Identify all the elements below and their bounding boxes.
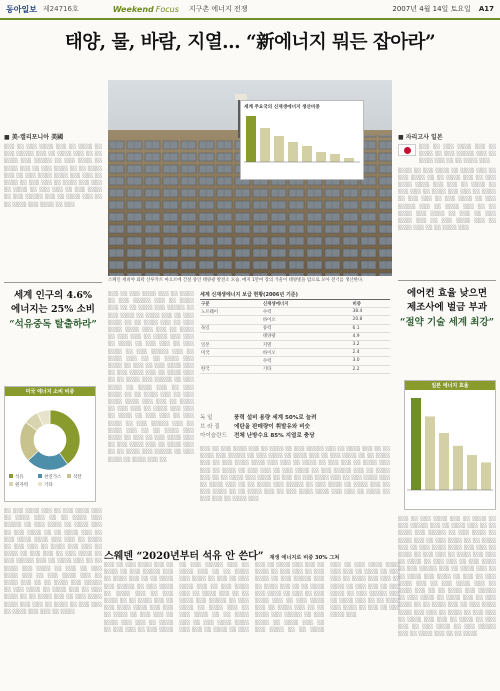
- left-quote-line-2: 에너지는 25% 소비: [11, 304, 95, 315]
- bar-chart: [405, 390, 495, 502]
- table-cell: 3.0: [352, 357, 390, 365]
- table-row: [200, 349, 390, 357]
- issue-date: 2007년 4월 14일 토요일: [392, 5, 471, 13]
- table-cell: 수력: [262, 357, 352, 365]
- chart-bars: [244, 110, 360, 174]
- section-title: 지구촌 에너지 전쟁: [188, 5, 248, 13]
- table-cell: 풍력: [262, 324, 352, 332]
- donut-chart: [5, 396, 95, 496]
- right-quote-block: [398, 280, 496, 376]
- highlight-country: 브 라 질: [200, 424, 220, 430]
- mid-right-text: ░░░ ░░ ░░░ ░░░░ ░░░ ░░ ░░░░ ░░ ░░░ ░░░░░ ░░░ ░░ ░░░░ ░░░ ░░ ░░ ░░░░ ░░░ ░░░░░ ░░ ░░░ ░░░░ ░░ ░░░░ ░░░ ░░ ░░░ ░░░░ ░░ ░░ ░░░░ ░░░ ░░ ░░░ ░░░░ ░░░░ ░░░ ░░░ ░░ ░░░░ ░░ ░░░ ░░░ ░░ ░░░░ ░░░ ░░░ ░░ ░░░░ ░░ ░░░ ░░░ ░░ ░░░ ░░░░ ░░ ░░░ ░░░░░ ░░░ ░░ ░░░░ ░░░ ░░ ░░ ░░░░ ░░░ ░░░░ ░░ ░░░ ░░ ░░░ ░░░░ ░░░ ░░ ░░░ ░░░░ ░░░ ░░ ░░░░ ░░░ ░░ ░░ ░░░░ ░░░ ░░░░░ ░░ ░░░ ░░░░ ░░ ░░░░ ░░░ ░░ ░░░ ░░░░ ░░ ░░ ░░░░ ░░░ ░░ ░░░ ░░░░ ░░░░ ░░░ ░░░ ░░ ░░░░ ░░ ░░░ ░░░ ░░ ░░░░ ░░░: [200, 447, 390, 503]
- bar: [425, 416, 435, 490]
- country-highlights: [200, 414, 390, 441]
- bar-chart-title: 일본 에너지 효율: [405, 381, 495, 390]
- chart-title: 세계 주요국의 신재생에너지 생산비중: [244, 105, 320, 110]
- table-cell: 바이오: [262, 316, 352, 324]
- donut-title: 미국 에너지 소비 비중: [5, 387, 95, 396]
- bar: [481, 462, 491, 490]
- table-grid: [200, 300, 390, 374]
- masthead: [0, 0, 500, 20]
- highlight-text: 풍력 설비 용량 세계 50%로 늘려: [234, 415, 317, 421]
- sweden-body-text: ░░░ ░░ ░░░ ░░░░ ░░░ ░░ ░░░░ ░░ ░░░ ░░░░░ ░░░ ░░ ░░░░ ░░░ ░░ ░░ ░░░░ ░░░ ░░░░░ ░░ ░░░ ░░░░ ░░ ░░░░ ░░░ ░░ ░░░ ░░░░ ░░ ░░ ░░░░ ░░░ ░░ ░░░ ░░░░ ░░░░ ░░░ ░░░ ░░ ░░░░ ░░ ░░░ ░░░ ░░ ░░░░ ░░░ ░░░ ░░ ░░░░ ░░ ░░░ ░░░ ░░ ░░░ ░░░░ ░░ ░░░ ░░░░░ ░░░ ░░ ░░░░ ░░░ ░░ ░░ ░░░░ ░░░ ░░░░ ░░ ░░░ ░░ ░░░ ░░░░ ░░░ ░░ ░░░ ░░░░ ░░░ ░░ ░░░░ ░░░ ░░ ░░ ░░░░ ░░░ ░░░░░ ░░ ░░░ ░░░░ ░░ ░░░░ ░░░ ░░ ░░░ ░░░░ ░░ ░░ ░░░░ ░░░ ░░ ░░░ ░░░░ ░░░░ ░░░ ░░░ ░░ ░░░░ ░░ ░░░ ░░░ ░░ ░░░░ ░░░ ░░░ ░░ ░░░░ ░░ ░░░ ░░░ ░░ ░░░ ░░░░ ░░ ░░░ ░░░░░ ░░░ ░░ ░░░░ ░░░ ░░ ░░ ░░░░ ░░░ ░░░░ ░░ ░░░ ░░ ░░░ ░░░░ ░░░ ░░ ░░░ ░░░░ ░░░ ░░ ░░░░ ░░░ ░░ ░░ ░░░░ ░░░ ░░░░░ ░░ ░░░ ░░░░ ░░ ░░░░ ░░░ ░░ ░░░ ░░░░ ░░ ░░ ░░░░ ░░░ ░░ ░░░ ░░░░ ░░░░ ░░░ ░░░ ░░ ░░░░ ░░ ░░░ ░░░ ░░ ░░░░ ░░░ ░░░ ░░ ░░░░ ░░ ░░░ ░░░ ░░ ░░░ ░░░░ ░░ ░░░ ░░░░░ ░░░ ░░ ░░░░ ░░░ ░░ ░░ ░░░░ ░░░ ░░░░ ░░ ░░░ ░░ ░░░ ░░░░ ░░░: [104, 563, 400, 633]
- photo-caption: 스페인 세비야 외곽 산루카르 마요르에 건설 중인 태양광 발전소 모습. 메지 1만여 장의 거울이 태양빛을 탑으로 모아 전기를 생산한다.: [108, 278, 364, 283]
- bar: [411, 398, 421, 490]
- right-quote-line-3: “절약 기술 세계 최강”: [399, 317, 495, 328]
- sweden-headline: [104, 547, 400, 562]
- issue-number: 제24716호: [42, 5, 79, 13]
- right-column: ■ 자리고사 일본 ░░░ ░░ ░░░ ░░░░ ░░░ ░░ ░░░░ ░░ ░░░ ░░░░░ ░░░ ░░ ░░░░ ░░░ ░░ ░░ ░░░░ ░░░ ░░░░ ░░ ░░░ ░░░░ ░░ ░░░░ ░░░ ░░ ░░░ ░░░░ ░░ ░░ ░░░░ ░░░ ░░ ░░░ ░░░░ ░░░░ ░░░ ░░░ ░░ ░░░░ ░░ ░░░ ░░░ ░░ ░░░░ ░░░ ░░░ ░░ ░░░░ ░░ ░░░ ░░░ ░░ ░░░ ░░░░ ░░ ░░░ ░░░░░ ░░░ ░░ ░░░░ ░░░ ░░ ░░ ░░░░ ░░░ ░░░░ ░░ ░░░ ░░ ░░░ ░░░░ ░░░ ░░ ░░░ ░░░░ ░░░ ░░ ░░░░ ░░░ ░░ ░░ ░░░░ ░░░: [398, 134, 496, 232]
- legend-label: 천연가스: [44, 475, 62, 480]
- legend-label: 석탄: [73, 475, 82, 480]
- energy-share-chart: [240, 100, 364, 180]
- table-cell: 일본: [200, 340, 262, 348]
- table-cell: 38.4: [352, 308, 390, 316]
- legend-swatch: [67, 474, 71, 478]
- legend-label: 석유: [15, 475, 24, 480]
- table-cell: 바이오: [262, 349, 352, 357]
- left-quote-block: [4, 282, 102, 378]
- table-row: [200, 357, 390, 365]
- table-cell: 수력: [262, 308, 352, 316]
- left-section-tag: ■ 美·캘리포니아 美國: [4, 134, 64, 141]
- newspaper-logo: 동아일보: [6, 4, 37, 14]
- page-headline: 태양, 물, 바람, 지열… “新에너지 뭐든 잡아라”: [64, 32, 436, 53]
- legend-swatch: [9, 474, 13, 478]
- renewable-table: [200, 291, 390, 374]
- table-header: 신재생에너지: [262, 300, 352, 308]
- table-cell: 3.2: [352, 340, 390, 348]
- legend-swatch: [9, 482, 13, 486]
- table-header: 비중: [352, 300, 390, 308]
- highlight-row: [200, 423, 390, 432]
- highlight-row: [200, 432, 390, 441]
- table-cell: 지열: [262, 340, 352, 348]
- bar: [453, 446, 463, 490]
- table-row: [200, 324, 390, 332]
- table-cell: 한국: [200, 365, 262, 373]
- legend-label: 기타: [44, 483, 53, 488]
- table-row: [200, 340, 390, 348]
- right-lower-text: ░░░ ░░ ░░░ ░░░░ ░░░ ░░ ░░░░ ░░ ░░░ ░░░░░ ░░░ ░░ ░░░░ ░░░ ░░ ░░ ░░░░ ░░░ ░░░░░ ░░ ░░░ ░░░░ ░░ ░░░░ ░░░ ░░ ░░░ ░░░░ ░░ ░░ ░░░░ ░░░ ░░ ░░░ ░░░░ ░░░░ ░░░ ░░░ ░░ ░░░░ ░░ ░░░ ░░░ ░░ ░░░░ ░░░ ░░░ ░░ ░░░░ ░░ ░░░ ░░░ ░░ ░░░ ░░░░ ░░ ░░░ ░░░░░ ░░░ ░░ ░░░░ ░░░ ░░ ░░ ░░░░ ░░░ ░░░░ ░░ ░░░ ░░ ░░░ ░░░░ ░░░ ░░ ░░░ ░░░░ ░░░ ░░ ░░░░ ░░░ ░░ ░░ ░░░░ ░░░ ░░░░░ ░░ ░░░ ░░░░ ░░ ░░░░ ░░░ ░░ ░░░ ░░░░ ░░ ░░ ░░░░ ░░░ ░░ ░░░ ░░░░ ░░░░ ░░░ ░░░ ░░ ░░░░ ░░ ░░░ ░░░ ░░ ░░░░ ░░░ ░░░ ░░ ░░░░ ░░ ░░░ ░░░ ░░ ░░░ ░░░░ ░░ ░░░ ░░░░░ ░░░ ░░ ░░░░ ░░░ ░░ ░░ ░░░░: [398, 517, 496, 638]
- table-cell: [200, 316, 262, 324]
- table-cell: 독일: [200, 324, 262, 332]
- legend-label: 원자력: [15, 483, 29, 488]
- bar: [439, 433, 449, 490]
- highlight-row: [200, 414, 390, 423]
- highlight-text: 전체 난방수요 85% 지열로 충당: [234, 433, 315, 439]
- table-cell: [200, 332, 262, 340]
- left-column: [4, 132, 102, 262]
- table-cell: 6.1: [352, 324, 390, 332]
- table-row: [200, 365, 390, 373]
- legend-swatch: [38, 474, 42, 478]
- sweden-headline-main: 스웨덴 “2020년부터 석유 안 쓴다”: [104, 551, 264, 562]
- page-number: A17: [478, 5, 494, 13]
- right-quote-line-2: 제조사에 벌금 부과: [406, 302, 488, 313]
- japan-flag-icon: [398, 144, 416, 156]
- table-row: [200, 316, 390, 324]
- left-lower-text: ░░ ░░░ ░░░░ ░░░ ░░ ░░░ ░░░░ ░░░ ░░ ░░░░ ░░░ ░░ ░░ ░░░░ ░░░ ░░░░░ ░░ ░░░ ░░░░ ░░ ░░░░ ░░░ ░░ ░░░ ░░░░ ░░ ░░ ░░░░ ░░░ ░░ ░░░ ░░░░ ░░░░ ░░░ ░░░ ░░ ░░░░ ░░ ░░░ ░░░ ░░ ░░░░ ░░░ ░░░ ░░ ░░░░ ░░ ░░░ ░░░ ░░ ░░░ ░░░░ ░░ ░░░ ░░░░░ ░░░ ░░ ░░░░ ░░░ ░░ ░░ ░░░░ ░░░ ░░░░ ░░ ░░░ ░░ ░░░ ░░░░ ░░░ ░░ ░░░ ░░░░ ░░░ ░░ ░░░░ ░░░ ░░ ░░ ░░░░ ░░░ ░░░░░ ░░ ░░░ ░░░░ ░░ ░░░░ ░░░ ░░ ░░░ ░░░░ ░░ ░░ ░░░░ ░░░ ░░ ░░░ ░░░░ ░░░░ ░░░ ░░░ ░░ ░░░░ ░░ ░░░ ░░░ ░░ ░░░░ ░░░ ░░░ ░░ ░░░░: [4, 509, 102, 615]
- table-cell: 미국: [200, 349, 262, 357]
- highlight-text: 에탄올 판매량이 휘발유와 비슷: [234, 424, 311, 430]
- table-cell: 태양광: [262, 332, 352, 340]
- table-header: 구분: [200, 300, 262, 308]
- left-quote-line-3: “석유중독 탈출하라”: [9, 319, 97, 330]
- left-quote-line-1: 세계 인구의 4.6%: [13, 290, 93, 301]
- sweden-headline-sub: 재생 에너지로 비중 30% 그쳐: [269, 555, 340, 561]
- bar: [467, 455, 477, 490]
- table-row: [200, 308, 390, 316]
- table-title: 세계 신재생에너지 보급 현황(2006년 기준): [200, 291, 390, 300]
- us-energy-donut: [4, 386, 96, 502]
- right-quote-line-1: 에어컨 효율 낮으면: [406, 288, 488, 299]
- table-cell: [200, 357, 262, 365]
- table-cell: 20.8: [352, 316, 390, 324]
- right-section-tag: ■ 자리고사 일본: [398, 134, 443, 141]
- weekend-label: Weekend: [112, 4, 154, 14]
- table-cell: 2.4: [352, 349, 390, 357]
- highlight-country: 독 일: [200, 415, 213, 421]
- mid-left-text: ░░░ ░░ ░░░ ░░░░ ░░░ ░░ ░░░░ ░░ ░░░ ░░░░░ ░░░ ░░ ░░░░ ░░░ ░░ ░░ ░░░░ ░░░ ░░░░░ ░░ ░░░ ░░░░ ░░ ░░░░ ░░░ ░░ ░░░ ░░░░ ░░ ░░ ░░░░ ░░░ ░░ ░░░ ░░░░ ░░░░ ░░░ ░░░ ░░ ░░░░ ░░ ░░░ ░░░ ░░ ░░░░ ░░░ ░░░ ░░ ░░░░ ░░ ░░░ ░░░ ░░ ░░░ ░░░░ ░░ ░░░ ░░░░░ ░░░ ░░ ░░░░ ░░░ ░░ ░░ ░░░░ ░░░ ░░░░ ░░ ░░░ ░░ ░░░ ░░░░ ░░░ ░░ ░░░ ░░░░ ░░░ ░░ ░░░░ ░░░ ░░ ░░ ░░░░ ░░░ ░░░░░ ░░ ░░░ ░░░░ ░░ ░░░░ ░░░ ░░ ░░░ ░░░░ ░░ ░░ ░░░░ ░░░ ░░ ░░░ ░░░░ ░░░░ ░░░ ░░░ ░░ ░░░░ ░░ ░░░ ░░░ ░░ ░░░░ ░░░ ░░░ ░░ ░░░░ ░░ ░░░ ░░░ ░░ ░░░ ░░░░ ░░ ░░░ ░░░░░ ░░░ ░░ ░░░░ ░░░ ░░ ░░ ░░░░ ░░░ ░░░░ ░░ ░░░ ░░ ░░░ ░░░░ ░░░ ░░ ░░░ ░░░░ ░░░ ░░ ░░░░ ░░░ ░░ ░░ ░░░░ ░░░ ░░░░░ ░░ ░░░ ░░░░ ░░ ░░░░ ░░░ ░░: [108, 292, 194, 463]
- table-cell: 4.9: [352, 332, 390, 340]
- table-row: [200, 332, 390, 340]
- focus-label: Focus: [155, 4, 179, 14]
- table-cell: 노르웨이: [200, 308, 262, 316]
- table-cell: 2.2: [352, 365, 390, 373]
- table-cell: 기타: [262, 365, 352, 373]
- legend-swatch: [38, 482, 42, 486]
- japan-efficiency-chart: [404, 380, 496, 510]
- highlight-country: 아이슬란드: [200, 433, 228, 439]
- left-body-text: ░░░ ░░ ░░░ ░░░░ ░░░ ░░ ░░░░ ░░ ░░░ ░░░░░ ░░░ ░░ ░░░░ ░░░ ░░ ░░ ░░░░ ░░░ ░░░░░ ░░ ░░░ ░░░░ ░░ ░░░░ ░░░ ░░ ░░░ ░░░░ ░░ ░░ ░░░░ ░░░ ░░ ░░░ ░░░░ ░░░░ ░░░ ░░░ ░░ ░░░░ ░░ ░░░ ░░░ ░░ ░░░░ ░░░ ░░░ ░░ ░░░░ ░░ ░░░ ░░░ ░░ ░░░ ░░░░ ░░ ░░░ ░░░░░ ░░░ ░░ ░░░░ ░░░ ░░ ░░ ░░░░ ░░░ ░░░░ ░░ ░░░: [4, 145, 102, 208]
